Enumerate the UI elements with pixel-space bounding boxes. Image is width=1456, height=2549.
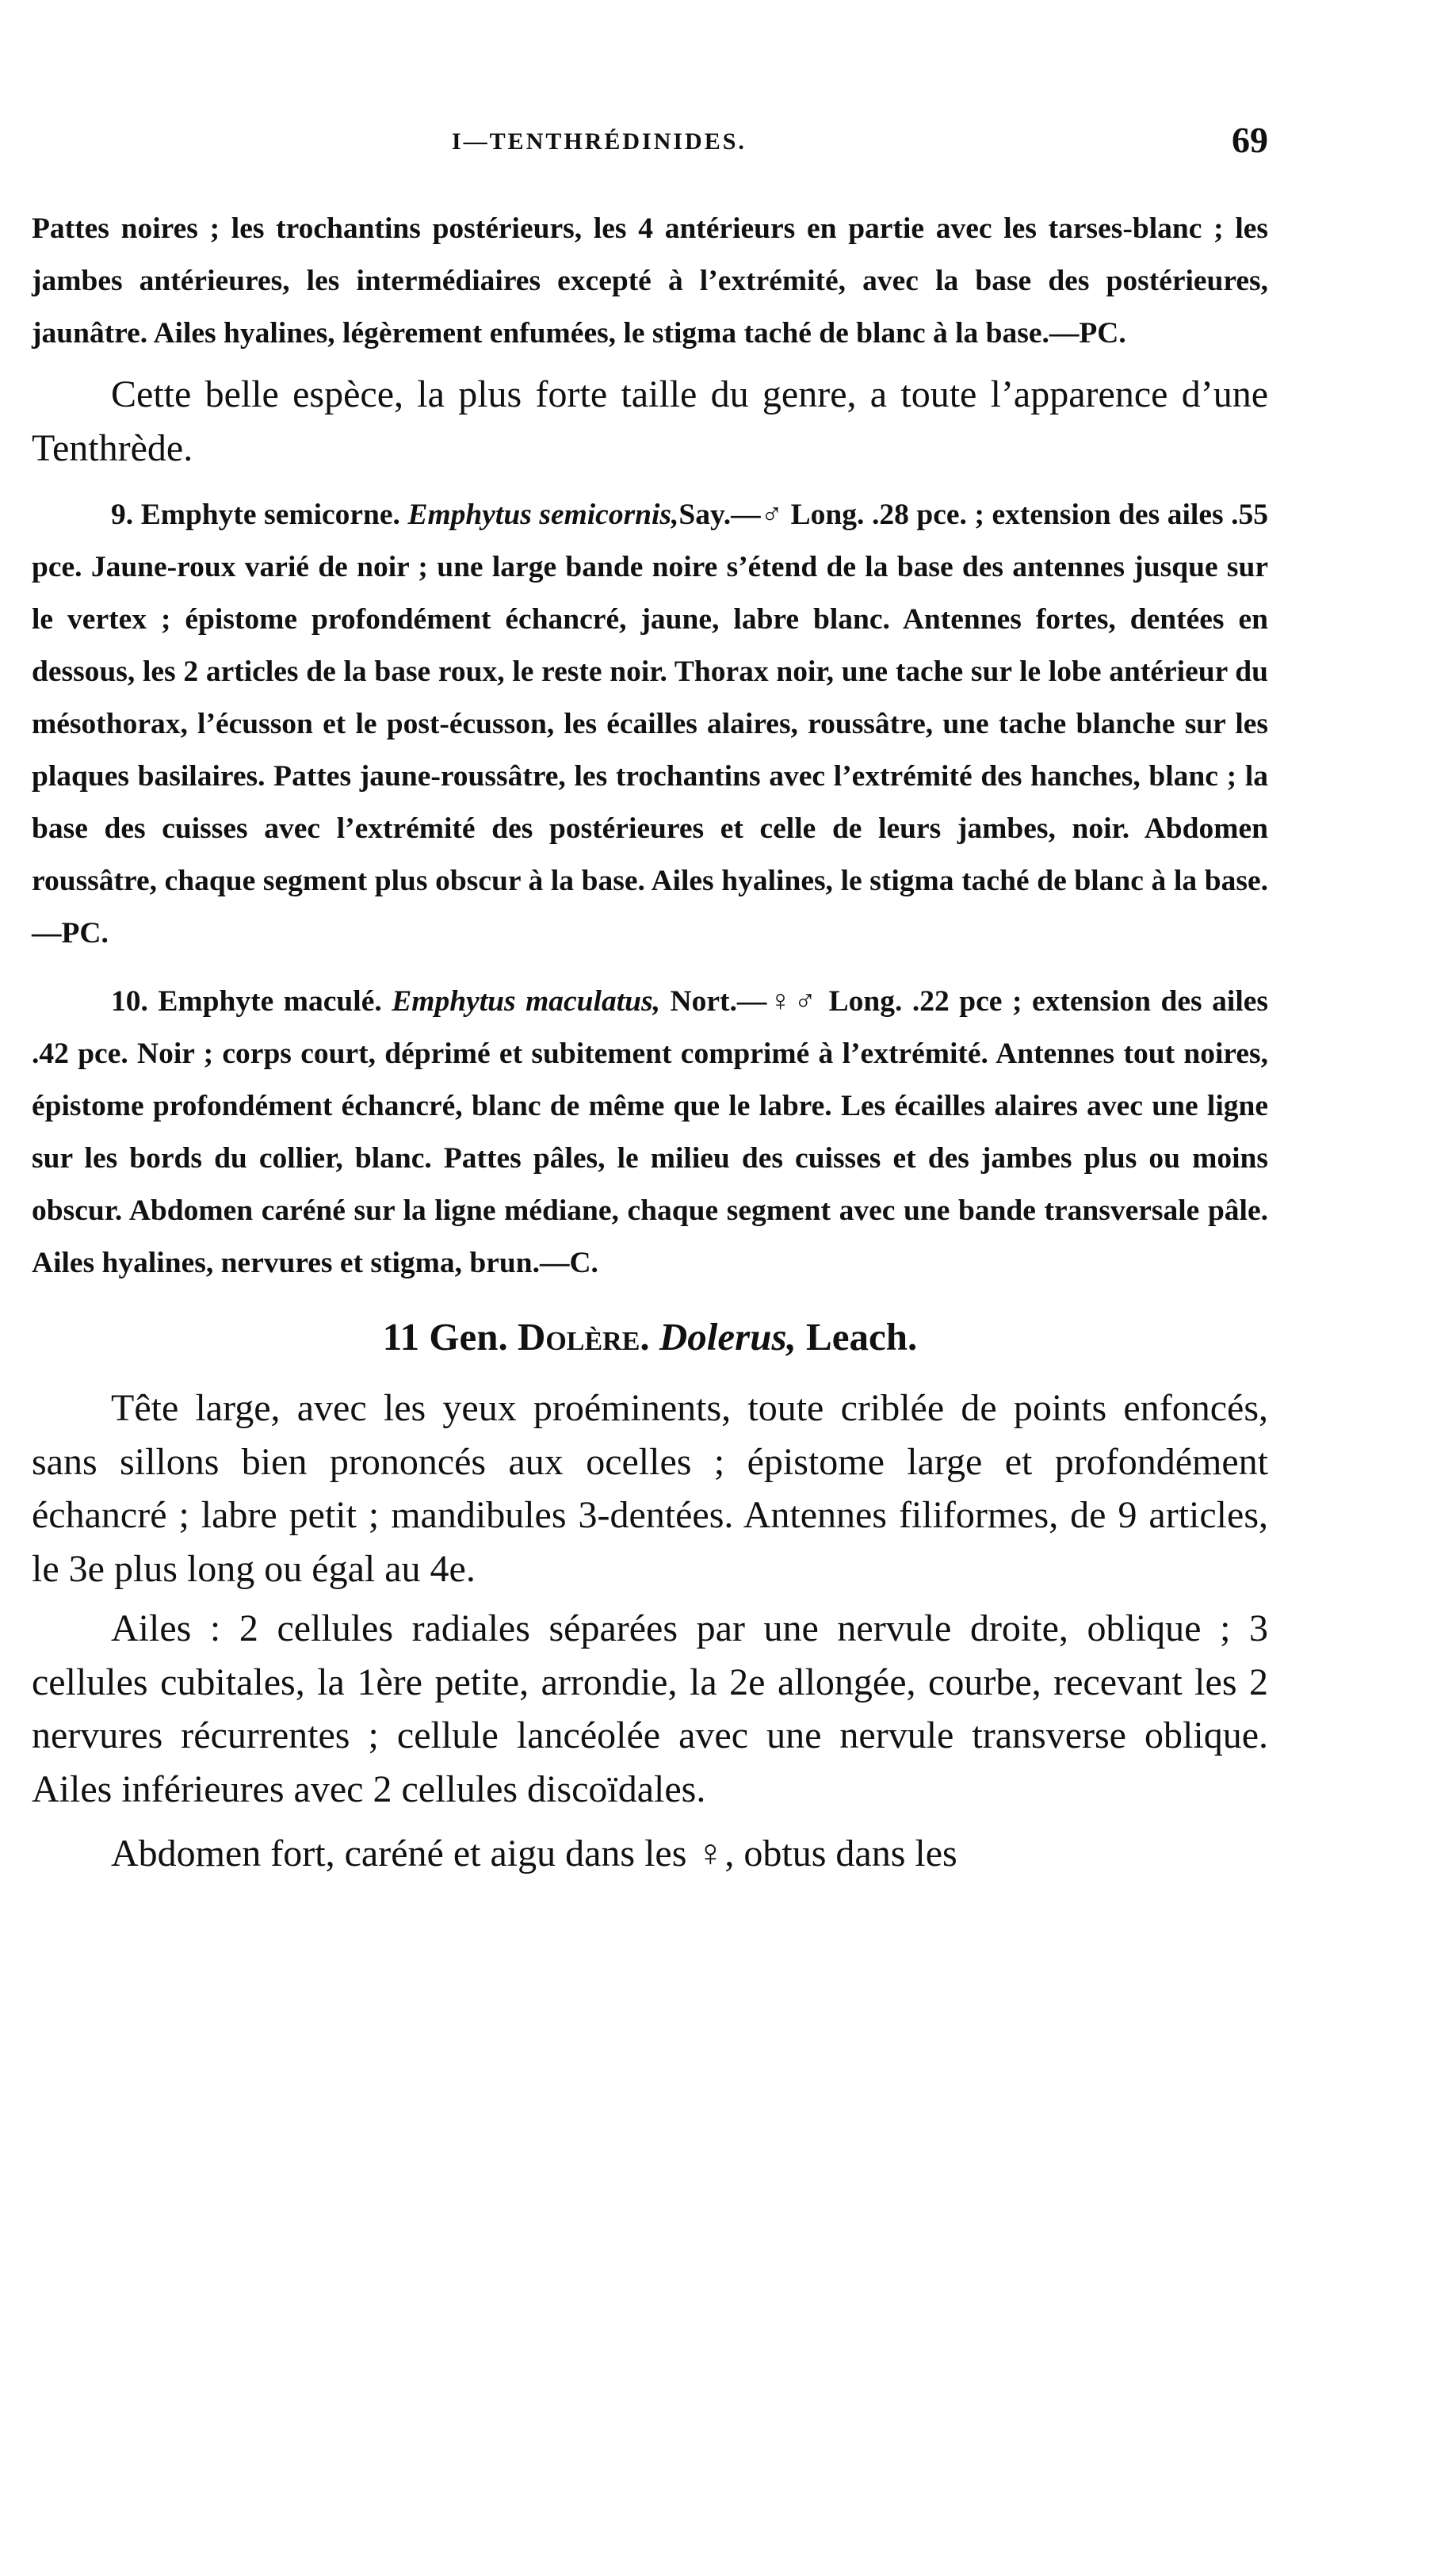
paragraph-remark: Cette belle espèce, la plus forte taille du genre, a toute l’apparence d’une Tenthrède. bbox=[32, 373, 1268, 469]
genus-name: Dolère. bbox=[517, 1315, 650, 1359]
paragraph-leg-description: Pattes noires ; les trochantins postérieurs, les 4 antérieurs en partie avec les tarses-blanc ; les jambes antérieures, les intermédiaires excepté à l’extrémité, avec la base des postérieures, jaunâtre. Ailes hyalines, légèrement enfumées, le stigma taché de blanc à la base.—PC. bbox=[32, 212, 1268, 350]
species-9-name: 9. Emphyte semicorne. bbox=[111, 499, 400, 531]
species-10-description: Nort.—♀♂ Long. .22 pce ; extension des ailes .42 pce. Noir ; corps court, déprimé et subitement comprimé à l’extrémité. Antennes tout noires, épistome profondément échancré, blanc de même que le labre. Les écailles alaires avec une ligne sur les bords du collier, blanc. Pattes pâles, le milieu des cuisses et des jambes plus ou moins obscur. Abdomen caréné sur la ligne médiane, chaque segment avec une bande transversale pâle. Ailes hyalines, nervures et stigma, brun.—C. bbox=[32, 985, 1269, 1279]
genus-latin: Dolerus, bbox=[659, 1315, 797, 1359]
species-entry-9 bbox=[32, 489, 1268, 960]
species-10-name: 10. Emphyte maculé. bbox=[111, 985, 382, 1018]
genus-paragraph-wings: Ailes : 2 cellules radiales séparées par une nervule droite, oblique ; 3 cellules cubitales, la 1ère petite, arrondie, la 2e allongée, courbe, recevant les 2 nervures récurrentes ; cellule lancéolée avec une nervule transverse oblique. Ailes inférieures avec 2 cellules discoïdales. bbox=[32, 1607, 1268, 1810]
running-head: I—TENTHRÉDINIDES. bbox=[452, 128, 747, 155]
species-9-latin: Emphytus semicornis, bbox=[407, 499, 679, 531]
genus-paragraph-head: Tête large, avec les yeux proéminents, toute criblée de points enfoncés, sans sillons bien prononcés aux ocelles ; épistome large et profondément échancré ; labre petit ; mandibules 3-dentées. Antennes filiformes, de 9 articles, le 3e plus long ou égal au 4e. bbox=[32, 1387, 1268, 1590]
genus-paragraph-abdomen: Abdomen fort, caréné et aigu dans les ♀, obtus dans les bbox=[111, 1832, 957, 1874]
species-9-description: Say.—♂ Long. .28 pce. ; extension des ailes .55 pce. Jaune-roux varié de noir ; une large bande noire s’étend de la base des antennes jusque sur le vertex ; épistome profondément échancré, jaune, labre blanc. Antennes fortes, dentées en dessous, les 2 articles de la base roux, le reste noir. Thorax noir, une tache sur le lobe antérieur du mésothorax, l’écusson et le post-écusson, les écailles alaires, roussâtre, une tache blanche sur les plaques basilaires. Pattes jaune-roussâtre, les trochantins avec l’extrémité des hanches, blanc ; la base des cuisses avec l’extrémité des postérieures et celle de leurs jambes, noir. Abdomen roussâtre, chaque segment plus obscur à la base. Ailes hyalines, le stigma taché de blanc à la base.—PC. bbox=[32, 499, 1268, 950]
species-10-latin: Emphytus maculatus, bbox=[392, 985, 660, 1018]
genus-prefix: 11 Gen. bbox=[382, 1315, 508, 1359]
page-number: 69 bbox=[1232, 120, 1268, 160]
genus-author: Leach. bbox=[806, 1315, 918, 1359]
page-body bbox=[32, 203, 1268, 1881]
genus-heading bbox=[32, 1310, 1268, 1364]
species-entry-10 bbox=[32, 976, 1268, 1290]
page-header bbox=[32, 119, 1268, 174]
